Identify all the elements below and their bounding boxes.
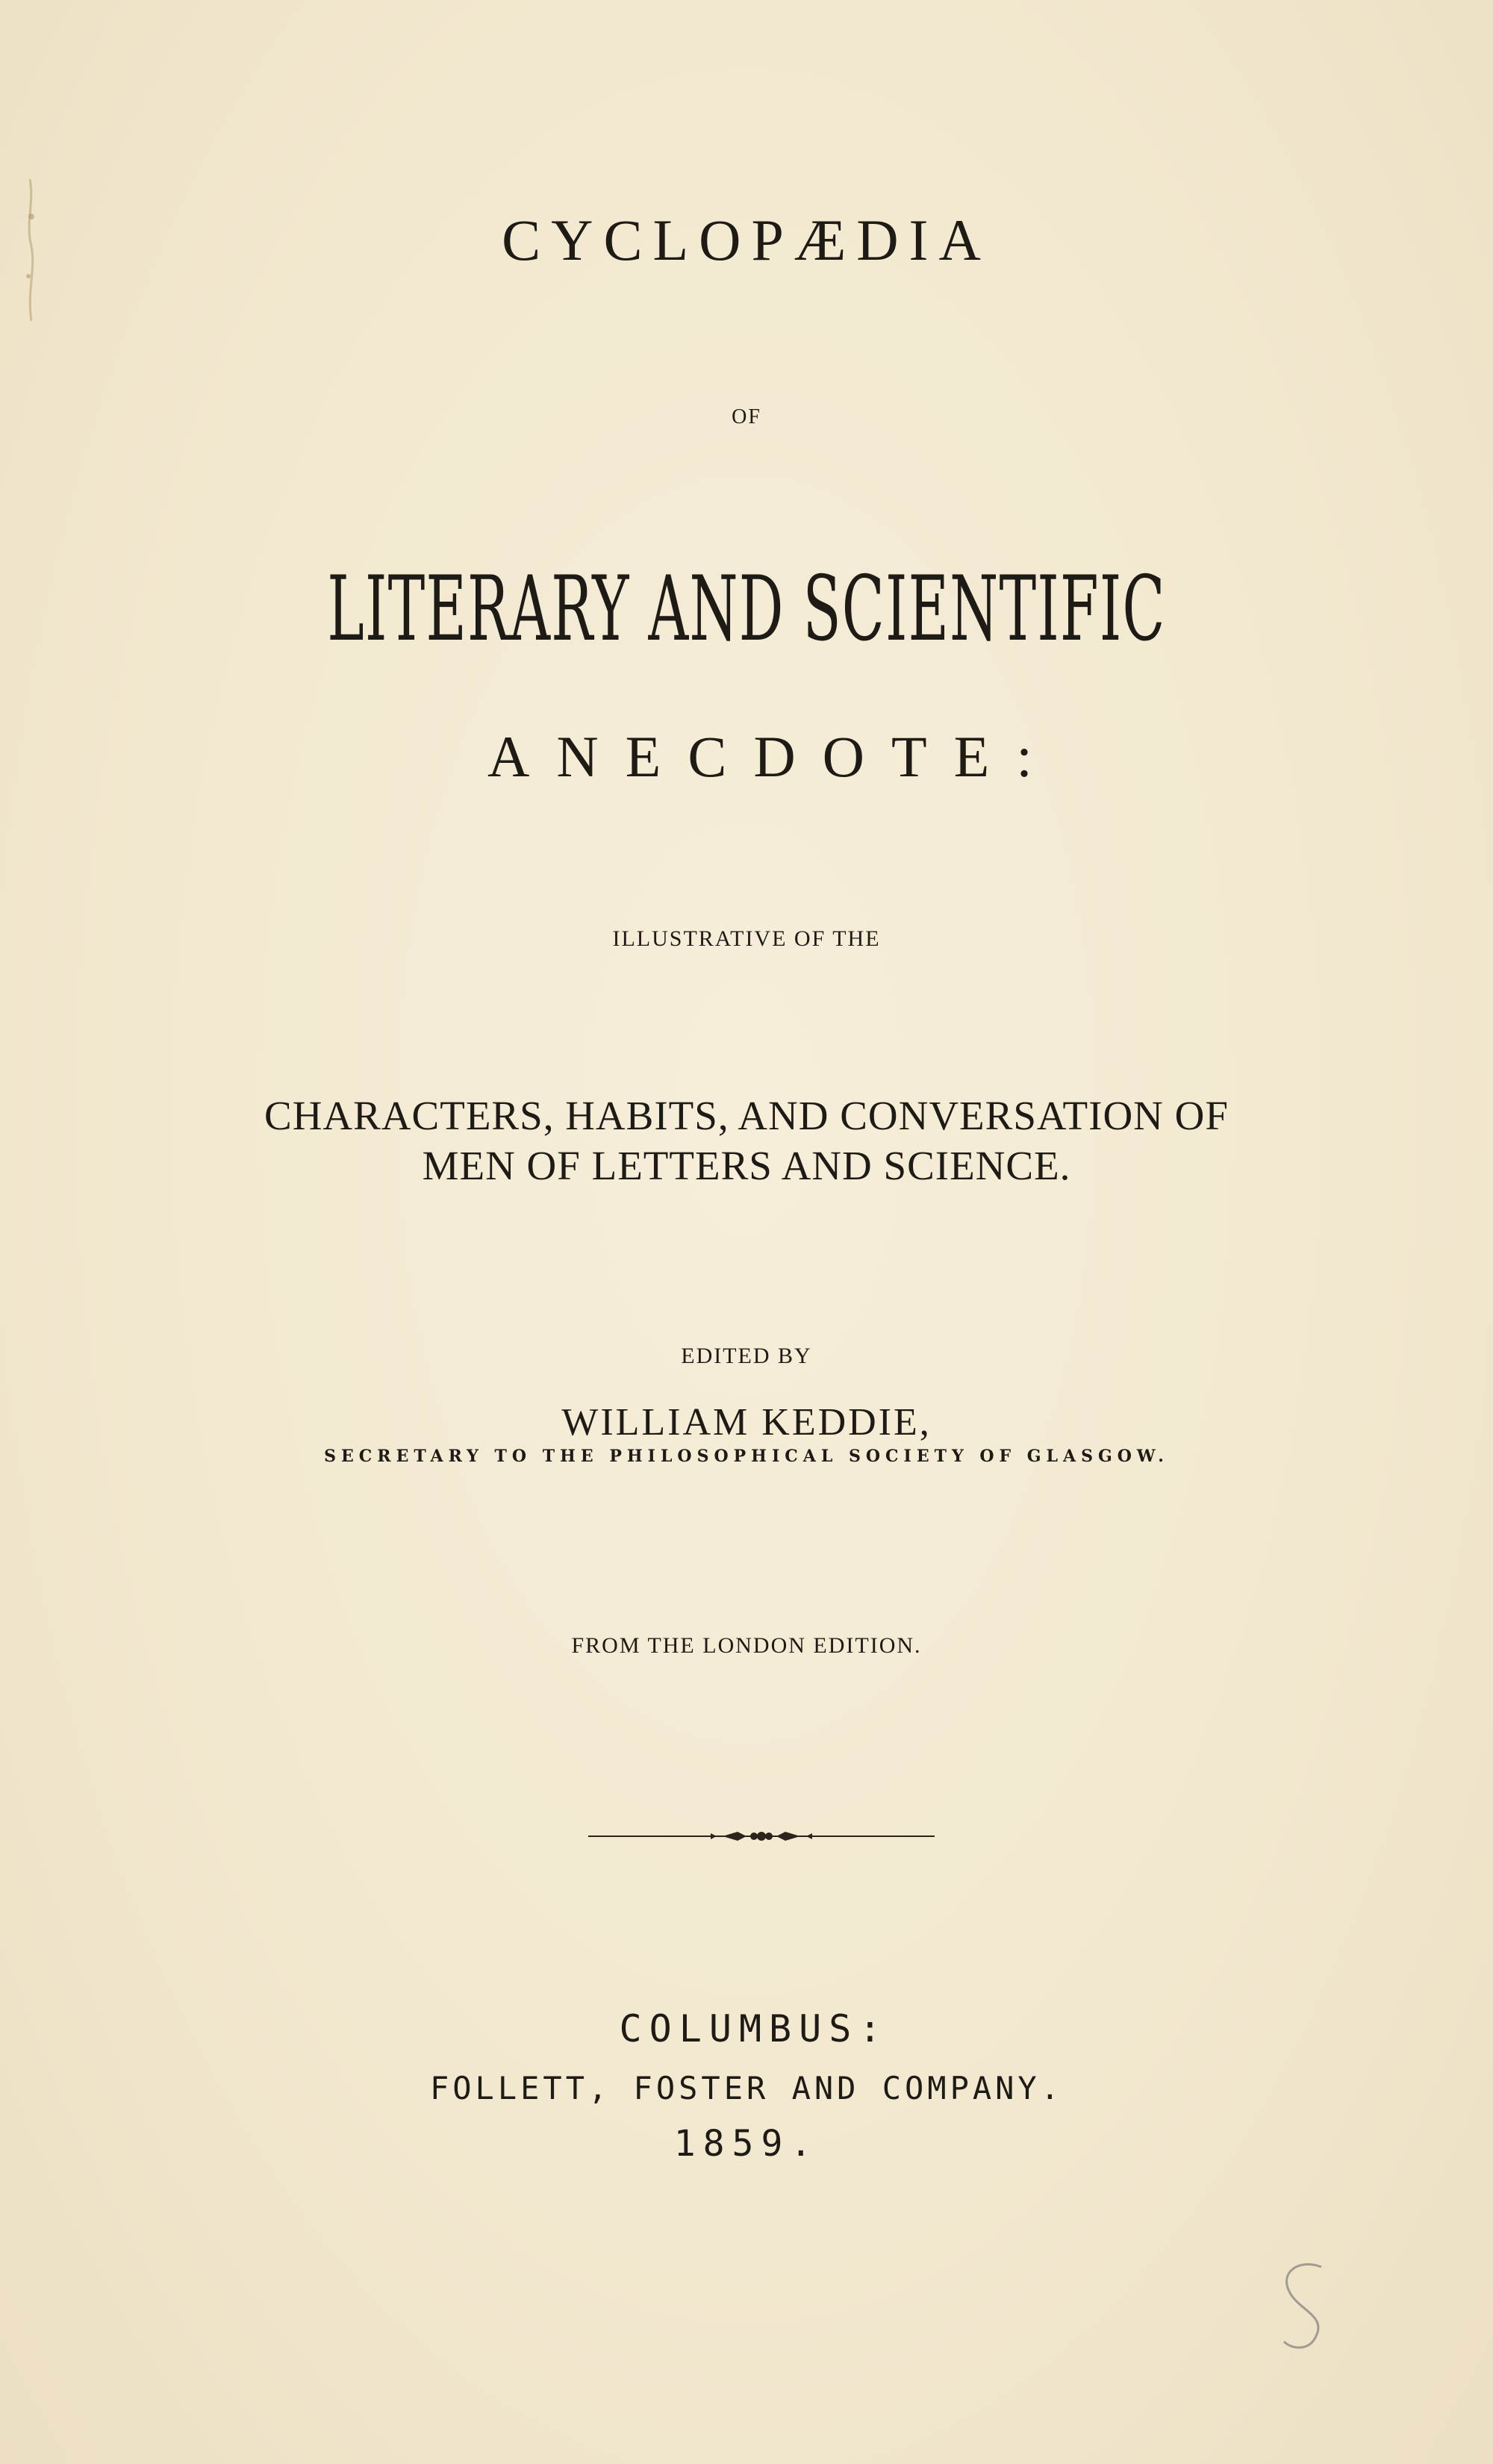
description-line-1: CHARACTERS, HABITS, AND CONVERSATION OF bbox=[264, 1093, 1229, 1138]
imprint-city: COLUMBUS: bbox=[619, 2007, 889, 2050]
title-connector: OF bbox=[732, 405, 761, 428]
editor-name: WILLIAM KEDDIE, bbox=[561, 1401, 932, 1444]
imprint-publisher: FOLLETT, FOSTER AND COMPANY. bbox=[429, 2070, 1063, 2106]
edited-by-label: EDITED BY bbox=[681, 1344, 812, 1368]
pencil-mark-icon bbox=[1269, 2258, 1336, 2355]
subject-heading: LITERARY AND SCIENTIFIC bbox=[327, 558, 1166, 661]
description-line-2: MEN OF LETTERS AND SCIENCE. bbox=[422, 1143, 1071, 1188]
editor-role: SECRETARY TO THE PHILOSOPHICAL SOCIETY OF GLASGOW. bbox=[324, 1447, 1169, 1466]
imprint-year: 1859. bbox=[673, 2123, 820, 2165]
ornamental-rule-icon bbox=[588, 1825, 935, 1847]
genre-heading: ANECDOTE: bbox=[487, 724, 1059, 789]
book-title: CYCLOPÆDIA bbox=[502, 208, 991, 272]
edition-note: FROM THE LONDON EDITION. bbox=[571, 1633, 922, 1658]
illustrative-line: ILLUSTRATIVE OF THE bbox=[612, 926, 881, 951]
